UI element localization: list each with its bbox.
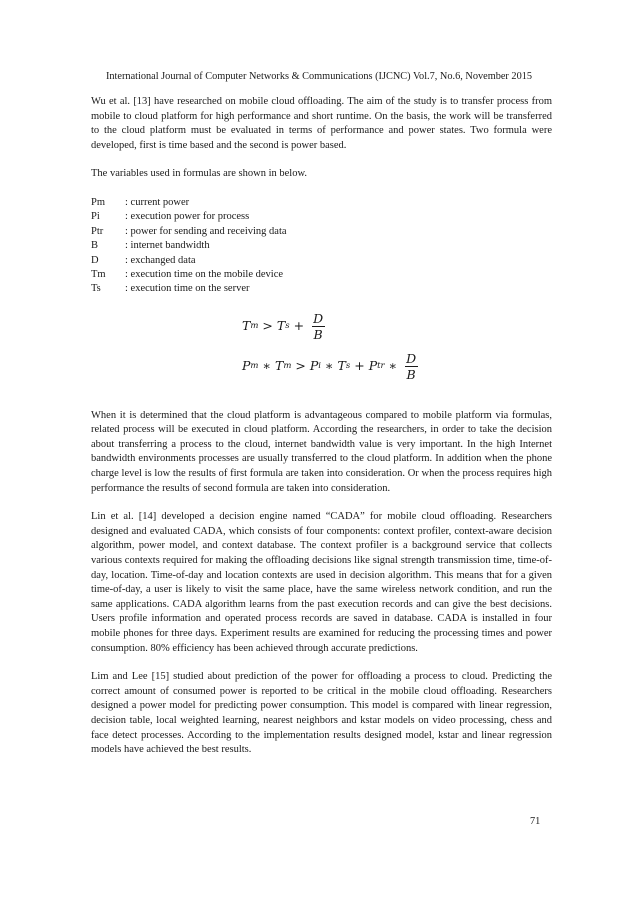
variable-symbol: D <box>91 254 99 266</box>
paragraph-variables-intro: The variables used in formulas are shown in below. <box>91 168 307 180</box>
journal-header: International Journal of Computer Networks & Communications (IJCNC) Vol.7, No.6, November 2015 <box>105 71 533 82</box>
page-body <box>91 95 552 758</box>
variable-row <box>91 239 552 253</box>
paragraph-wu: Wu et al. [13] have researched on mobile cloud offloading. The aim of the study is to transfer process from mobile to cloud platform for high performance and short runtime. On the basis, the work will be transferred to the cloud platform must be evaluated in terms of performance and power states. Two formula were developed, first is time based and the second is power based. <box>91 96 552 151</box>
variable-symbol: B <box>91 240 99 252</box>
variable-description: : exchanged data <box>125 254 196 266</box>
variable-row <box>91 225 552 239</box>
paragraph-lin-cada: Lin et al. [14] developed a decision engine named “CADA” for mobile cloud offloading. Researchers designed and evaluated CADA, which consists of four components: context profiler, context-aware decision algorithm, power model, and context database. The context profiler is a background service that collects various contexts required for making the offloading decisions like signal strength transmission time, time-of-day, location. Time-of-day and location contexts are used in decision algorithm. This means that for a given time-of-day, a user is likely to visit the same place, have the same wireless network condition, and run the same applications. CADA algorithm learns from the past execution records and can give the best decisions. Users profile information and operated process records are saved in database. CADA is installed in four mobile phones for three days. Experiment results are examined for reducing the processing times and power consumption. 80% efficiency has been achieved through accurate predictions. <box>91 511 552 654</box>
variable-row <box>91 282 552 296</box>
equation-time: T m > T s + $\frac{D}{B}$ <box>242 310 324 342</box>
variable-description: : power for sending and receiving data <box>125 225 287 237</box>
variable-row <box>91 254 552 268</box>
variable-description: : execution time on the mobile device <box>125 268 284 280</box>
variable-symbol: Pm <box>91 196 106 208</box>
variable-symbol: Pi <box>91 211 100 223</box>
variable-description: : execution time on the server <box>125 283 250 295</box>
variable-description: : execution power for process <box>125 211 250 223</box>
variable-row <box>91 196 552 210</box>
equation-power: P m ∗ T m > P i ∗ T s + P tr ∗ $\frac{D}{B}$ <box>242 350 417 382</box>
variable-symbol: Tm <box>91 268 106 280</box>
page-number: 71 <box>530 816 541 827</box>
fraction: $\frac{D}{B}$ <box>406 350 417 382</box>
variable-description: : current power <box>125 196 190 208</box>
paragraph-cloud-decision: When it is determined that the cloud platform is advantageous compared to mobile platform via formulas, related process will be executed in cloud platform. According the researchers, in order to take the decision about transferring a process to the cloud, internet bandwidth value is very important. In the high Internet bandwidth environments processes are usually transferred to the cloud platform. In addition when the phone charge level is low the results of first formula are taken into consideration. Or when the process requires high performance the results of second formula are taken into consideration. <box>91 409 552 494</box>
variable-row <box>91 268 552 282</box>
variable-symbol: Ts <box>91 283 101 295</box>
variable-symbol: Ptr <box>91 225 104 237</box>
fraction: $\frac{D}{B}$ <box>313 310 324 342</box>
variable-row <box>91 210 552 224</box>
equation-block <box>91 309 552 393</box>
paragraph-lim-lee: Lim and Lee [15] studied about prediction of the power for offloading a process to cloud. Predicting the correct amount of consumed power is reported to be critical in the mobile cloud offloading. Researchers designed a power model for predicting power consumption. This model is compared with linear regression, decision table, local weighted learning, nearest neighbors and kstar models on video processing, chess and face detect processes. According to the implementation results designed model, kstar and linear regression models have achieved the best results. <box>91 671 552 756</box>
variable-list <box>91 196 552 297</box>
variable-description: : internet bandwidth <box>125 240 210 252</box>
